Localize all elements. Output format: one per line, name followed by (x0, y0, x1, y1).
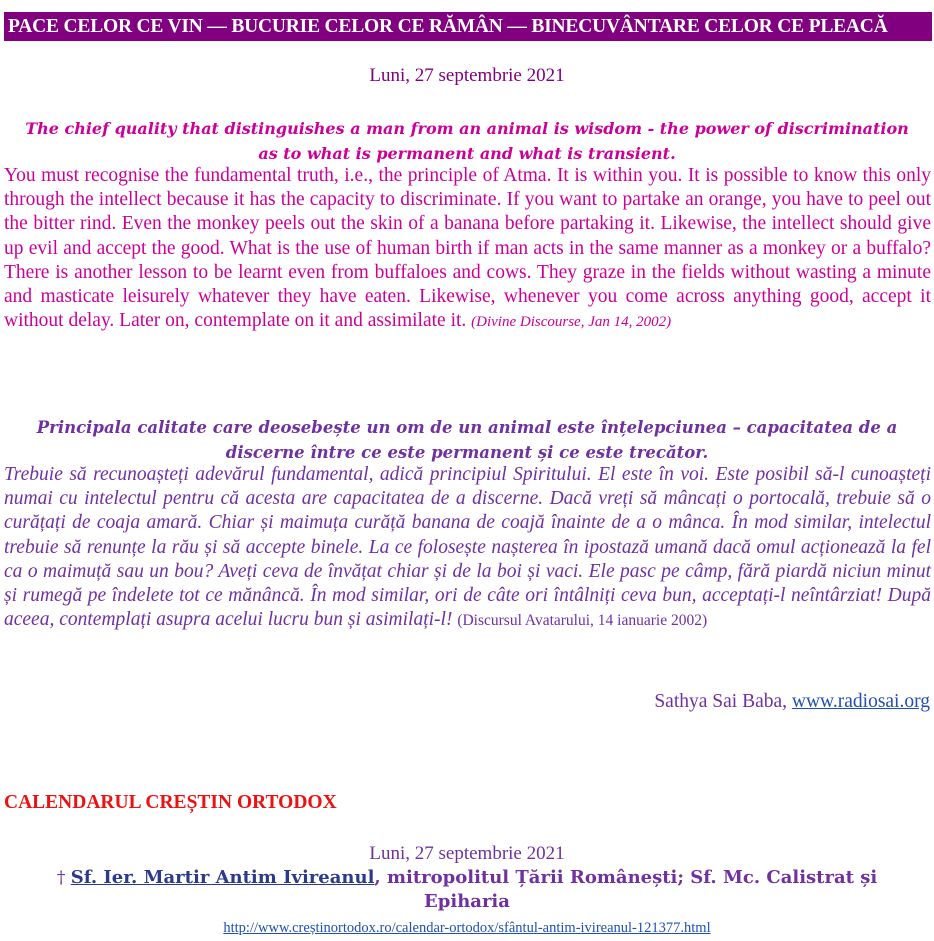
english-quote-body (4, 164, 931, 334)
saints-rest-text: , mitropolitul Țării Românești; Sf. Mc. Calistrat și Epiharia (374, 867, 878, 912)
english-citation: (Divine Discourse, Jan 14, 2002) (471, 314, 672, 331)
page-banner: PACE CELOR CE VIN — BUCURIE CELOR CE RĂMÂN — BINECUVÂNTARE CELOR CE PLEACĂ (4, 12, 932, 41)
cross-icon: † (56, 868, 71, 888)
radiosai-link[interactable]: www.radiosai.org (791, 691, 930, 712)
romanian-body-text: Trebuie să recunoașteți adevărul fundamental, adică principiul Spiritului. El este în voi. Este posibil să-l cunoașteți numai cu intelectul pentru că acesta are capacitatea de a discerne. Dacă vreți să mâncați o portocală, trebuie să o curățați de coaja amară. Chiar și maimuța curăță banana de coajă înainte de a o mânca. În mod similar, intelectul trebuie să renunțe la rău și să accepte binele. La ce folosește nașterea în ipostază umană dacă omul acționează la fel ca o maimuță sau un bou? Aveți ceva de învățat chiar și de la boi și vaci. Ele pasc pe câmp, fără piardă niciun minut și rumegă pe îndelete tot ce mănâncă. În mod similar, ori de câte ori întâlniți ceva bun, acceptați-l neîntârziat! După aceea, contemplați asupra acelui lucru bun și asimilați-l! (4, 464, 931, 631)
signature-author: Sathya Sai Baba, (654, 691, 792, 712)
romanian-quote-headline: Principala calitate care deosebește un om de un animal este înțelepciunea – capacitatea de a discerne între ce este permanent și ce este trecător. (36, 418, 898, 462)
calendar-date: Luni, 27 septembrie 2021 (369, 843, 565, 864)
calendar-title: CALENDARUL CREȘTIN ORTODOX (4, 792, 337, 813)
english-quote-headline: The chief quality that distinguishes a man from an animal is wisdom - the power of discrimination as to what is permanent and what is transient. (25, 119, 909, 163)
saint-link[interactable]: Sf. Ier. Martir Antim Ivireanul (70, 867, 375, 888)
romanian-quote-body (4, 463, 931, 633)
calendar-url-link[interactable]: http://www.creștinortodox.ro/calendar-ortodox/sfântul-antim-ivireanul-121377.html (223, 920, 711, 936)
romanian-citation: (Discursul Avatarului, 14 ianuarie 2002) (457, 612, 708, 630)
english-body-text: You must recognise the fundamental truth, i.e., the principle of Atma. It is within you. It is possible to know this only through the intellect because it has the capacity to discriminate. If you want to partake an orange, you have to peel out the bitter rind. Even the monkey peels out the skin of a banana before partaking it. Likewise, the intellect should give up evil and accept the good. What is the use of human birth if man acts in the same manner as a monkey or a buffalo? There is another lesson to be learnt even from buffaloes and cows. They graze in the fields without wasting a minute and masticate leisurely whatever they have eaten. Likewise, whenever you come across anything good, accept it without delay. Later on, contemplate on it and assimilate it. (4, 165, 931, 332)
date-heading: Luni, 27 septembrie 2021 (369, 65, 565, 86)
calendar-url-line (0, 918, 934, 938)
saints-of-the-day (30, 866, 904, 914)
signature-line (654, 690, 930, 714)
